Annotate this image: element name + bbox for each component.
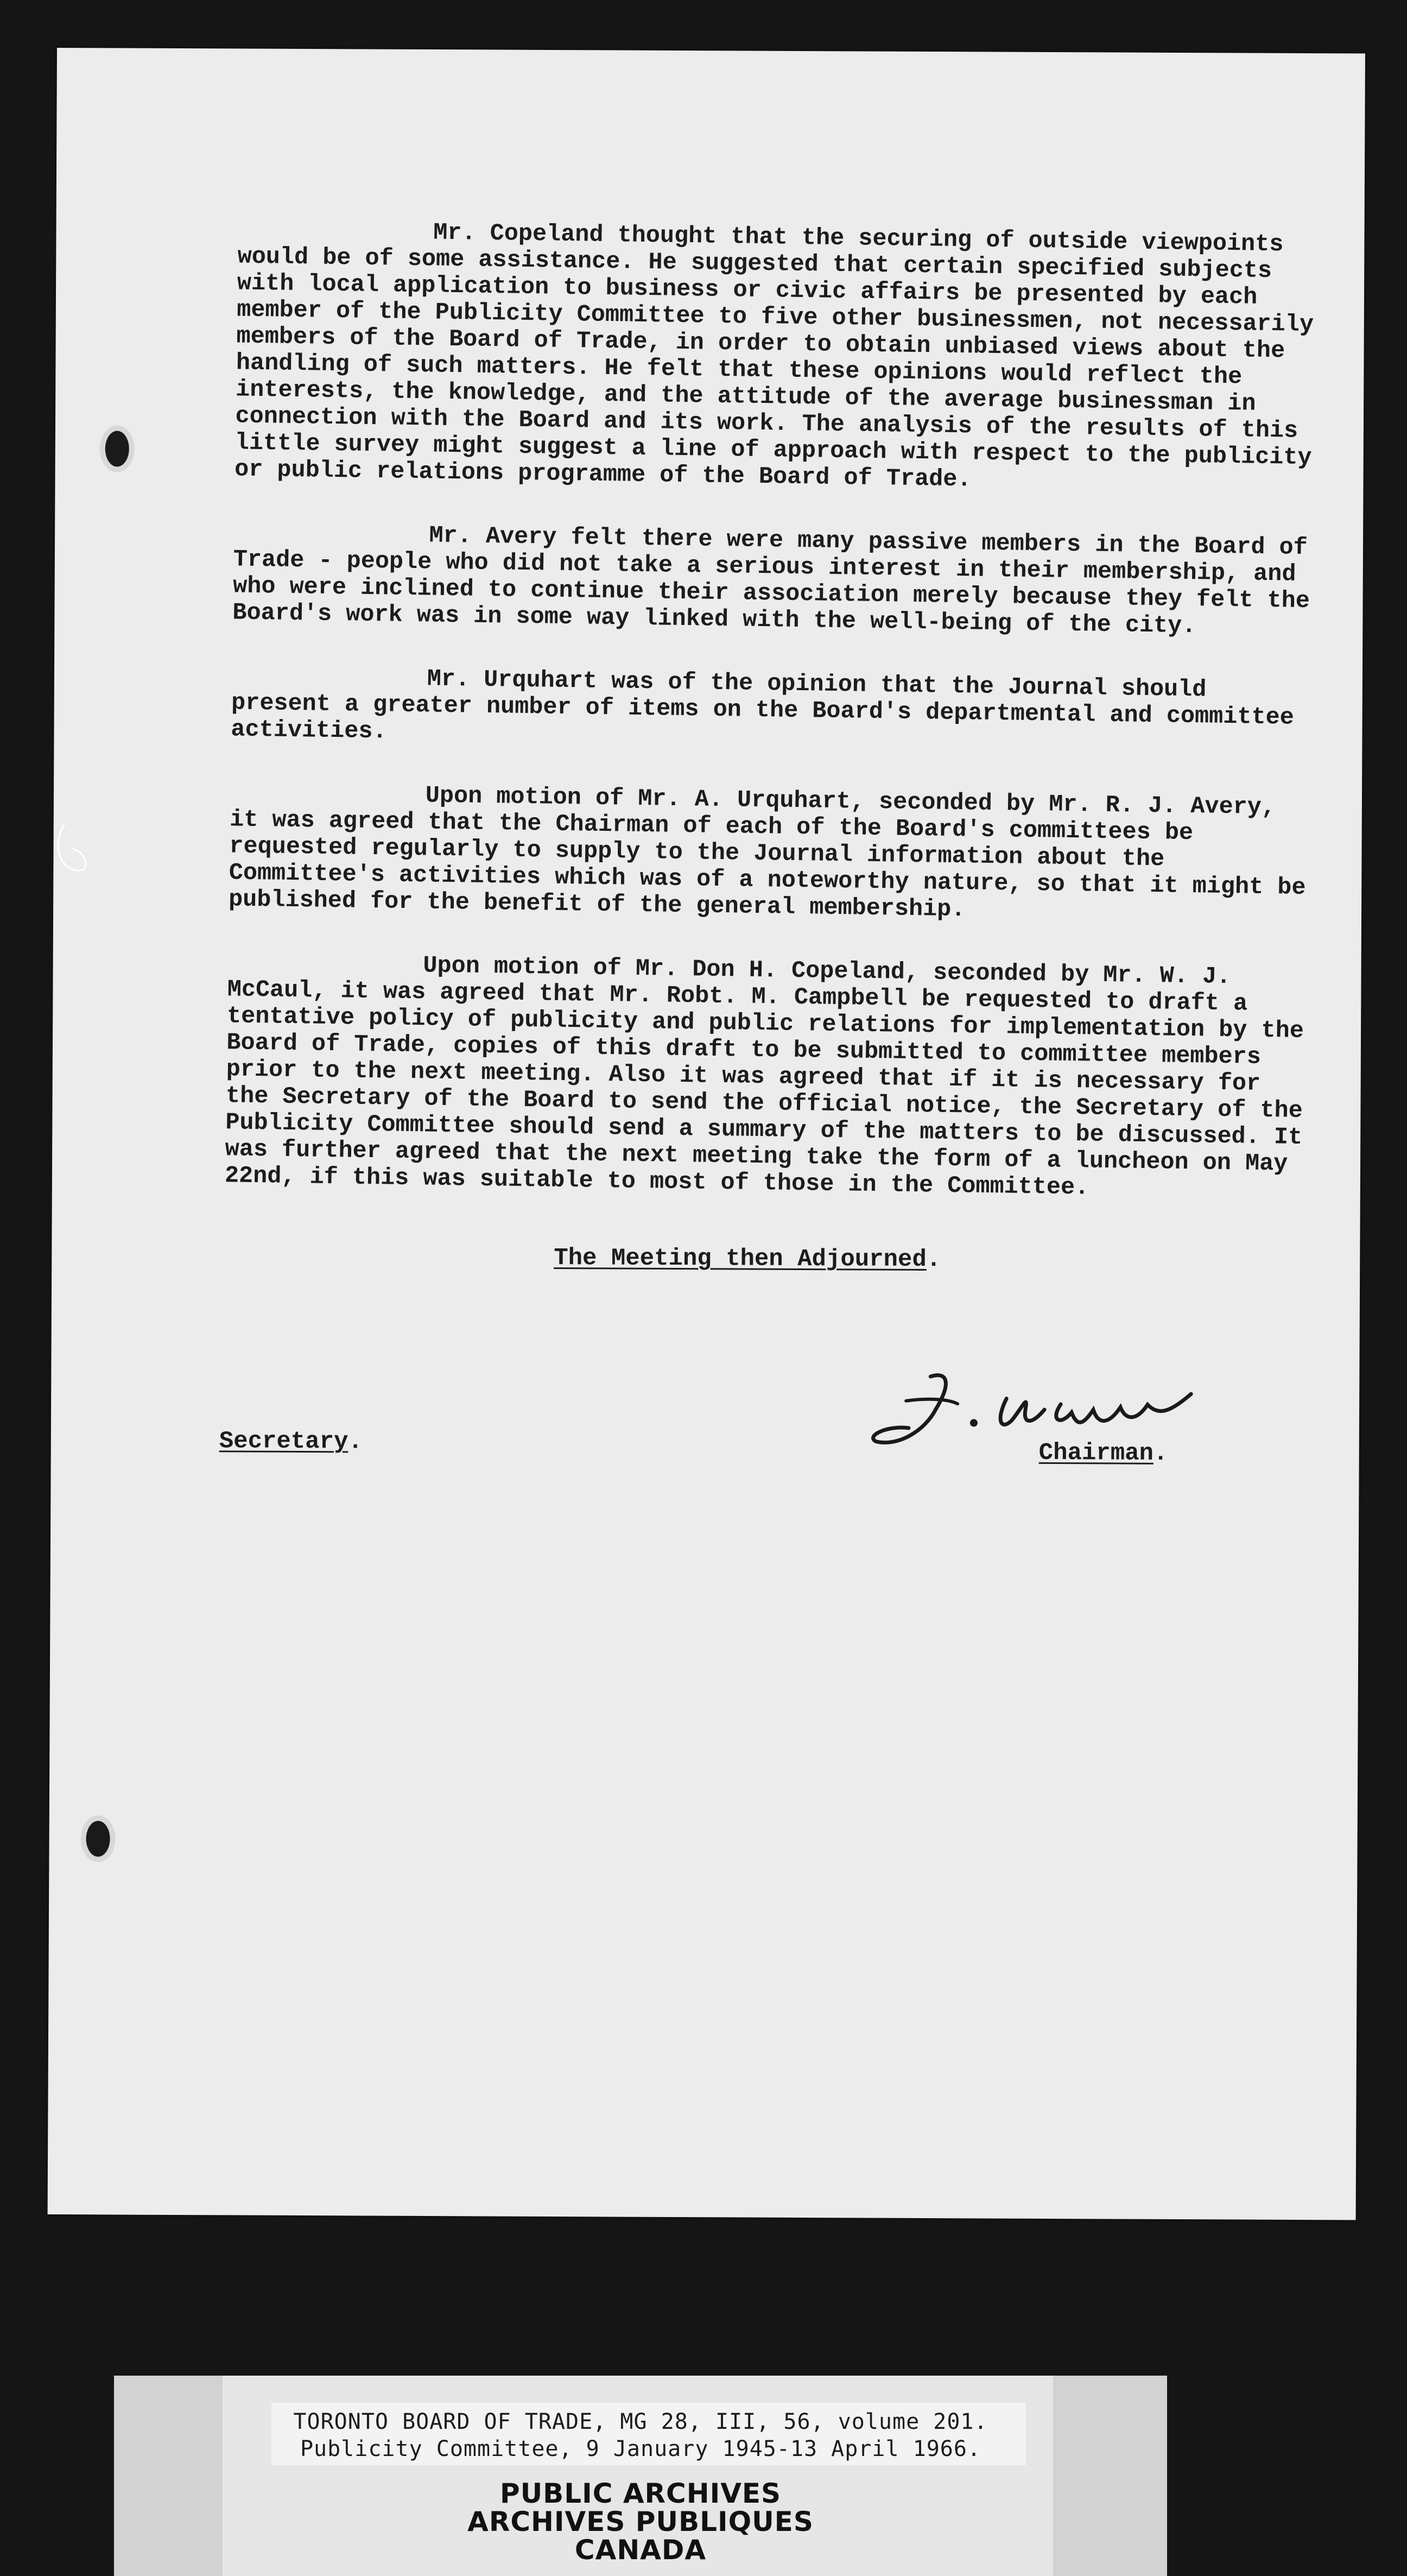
punch-hole bbox=[80, 1815, 115, 1862]
paragraph-motion-copeland: Upon motion of Mr. Don H. Copeland, seconded by Mr. W. J. McCaul, it was agreed that Mr. Robt. M. Campbell be requested to draft a tentative policy of publicity and public relations for implementation by the Board of Trade, copies of this draft to be submitted to committee members prior to the next meeting. Also it was agreed that if it is necessary for the Secretary of the Board to send the official notice, the Secretary of the Publicity Committee should send a summary of the matters to be discussed. It was further agreed that the next meeting take the form of a luncheon on May 22nd, if this was suitable to most of those in the Committee. bbox=[224, 952, 1304, 1202]
chairman-label: Chairman bbox=[1038, 1439, 1154, 1467]
minutes-body bbox=[224, 217, 1324, 1241]
chairman-period: . bbox=[1153, 1439, 1168, 1467]
archive-name-english: PUBLIC ARCHIVES bbox=[499, 2478, 782, 2509]
paragraph-urquhart: Mr. Urquhart was of the opinion that the Journal should present a greater number of items on the Board's departmental and committee activities. bbox=[231, 666, 1295, 746]
secretary-period: . bbox=[348, 1428, 363, 1456]
archive-reference-line: TORONTO BOARD OF TRADE, MG 28, III, 56, volume 201. bbox=[293, 2409, 988, 2434]
paragraph-copeland: Mr. Copeland thought that the securing of outside viewpoints would be of some assistance. He suggested that certain specified subjects with local application to business or civic affairs be presented by each member of the Publicity Committee to five other businessmen, not necessarily members of the Board of Trade, in order to obtain unbiased views about the handling of such matters. He felt that these opinions would reflect the interests, the knowledge, and the attitude of the average businessman in connection with the Board and its work. The analysis of the results of this little survey might suggest a line of approach with respect to the publicity or public relations programme of the Board of Trade. bbox=[234, 219, 1314, 494]
paragraph-motion-urquhart: Upon motion of Mr. A. Urquhart, seconded by Mr. R. J. Avery, it was agreed that the Chairman of each of the Board's committees be requested regularly to supply to the Journal information about the Committee's activities which was of a noteworthy nature, so that it might be published for the benefit of the general membership. bbox=[228, 782, 1306, 924]
secretary-signature-line bbox=[219, 1428, 363, 1455]
document-page bbox=[48, 48, 1365, 2220]
paragraph-avery: Mr. Avery felt there were many passive members in the Board of Trade - people who did not take a serious interest in their membership, and who were inclined to continue their association merely because they felt the Board's work was in some way linked with the well-being of the city. bbox=[232, 522, 1310, 640]
archive-country: CANADA bbox=[574, 2534, 707, 2566]
adjourned-text: The Meeting then Adjourned bbox=[554, 1245, 927, 1274]
margin-mark bbox=[53, 819, 97, 879]
punch-hole bbox=[100, 425, 135, 472]
adjourned-heading bbox=[554, 1245, 941, 1273]
adjourned-period: . bbox=[926, 1246, 941, 1274]
archive-name-french: ARCHIVES PUBLIQUES bbox=[467, 2506, 814, 2537]
chairman-signature-line bbox=[1039, 1439, 1168, 1467]
archive-reference-line: Publicity Committee, 9 January 1945-13 April 1966. bbox=[300, 2436, 981, 2461]
archive-label-card bbox=[114, 2376, 1167, 2576]
secretary-label: Secretary bbox=[219, 1428, 348, 1456]
